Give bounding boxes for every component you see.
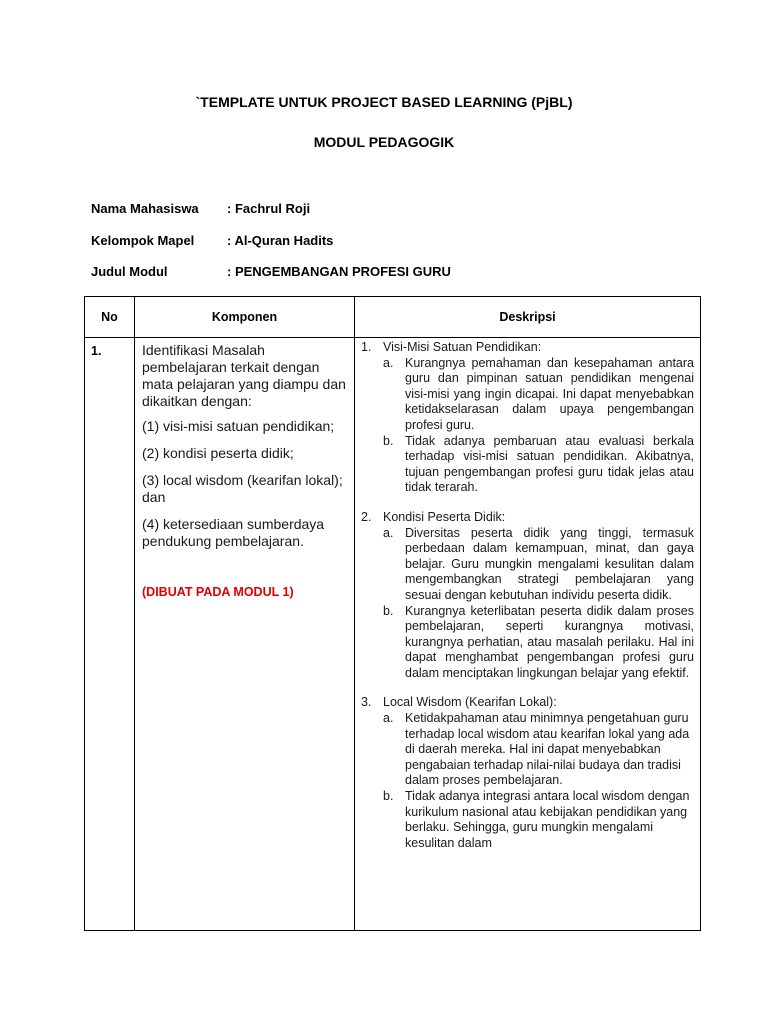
section-heading: Visi-Misi Satuan Pendidikan: [383, 340, 542, 354]
item-text: Kurangnya keterlibatan peserta didik dalam proses pembelajaran, seperti kurangnya motivasi, kurangnya perhatian, atau masalah perilaku. Hal ini dapat menghambat pengembangan profesi guru dalam menciptakan lingkungan belajar yang efektif. [405, 603, 694, 680]
info-row-kelompok [91, 233, 333, 248]
deskripsi-section [361, 695, 694, 851]
deskripsi-section [361, 510, 694, 682]
item-text: Diversitas peserta didik yang tinggi, termasuk perbedaan dalam kemampuan, minat, dan gaya belajar. Guru mungkin mengalami kesulitan dalam mengembangkan strategi pembelajaran yang sesuai dengan kebutuhan individu peserta didik. [405, 525, 694, 602]
pjbl-table [84, 296, 701, 931]
item-text: Kurangnya pemahaman dan kesepahaman antara guru dan pimpinan satuan pendidikan mengenai visi-misi yang ingin dicapai. Ini dapat menyebabkan ketidakselarasan dalam upaya pengembangan profesi guru. [405, 355, 694, 432]
deskripsi-cell [355, 338, 701, 931]
item-text: Tidak adanya integrasi antara local wisdom dengan kurikulum nasional atau kebijakan pendidikan yang berlaku. Sehingga, guru mungkin mengalami kesulitan dalam [405, 789, 690, 850]
komponen-point: (2) kondisi peserta didik; [142, 445, 294, 461]
info-value: : PENGEMBANGAN PROFESI GURU [227, 264, 451, 279]
info-value: : Fachrul Roji [227, 201, 311, 216]
item-letter: a. [383, 711, 394, 726]
module-note: (DIBUAT PADA MODUL 1) [142, 585, 294, 599]
section-number: 1. [361, 340, 372, 354]
komponen-point: (3) local wisdom (kearifan lokal); dan [142, 472, 343, 505]
section-heading: Local Wisdom (Kearifan Lokal): [383, 695, 557, 710]
item-letter: b. [383, 603, 394, 618]
section-heading: Kondisi Peserta Didik: [383, 509, 506, 524]
item-letter: a. [383, 355, 394, 370]
item-letter: a. [383, 525, 394, 540]
komponen-point: (1) visi-misi satuan pendidikan; [142, 418, 335, 434]
info-row-judul [91, 264, 451, 279]
header-no: No [85, 297, 135, 338]
info-label: Kelompok Mapel [91, 233, 195, 248]
section-number: 2. [361, 509, 372, 524]
document-title: `TEMPLATE UNTUK PROJECT BASED LEARNING (PjBL) [195, 94, 573, 110]
komponen-point: (4) ketersediaan sumberdaya pendukung pembelajaran. [142, 516, 325, 549]
item-text: Ketidakpahaman atau minimnya pengetahuan guru terhadap local wisdom atau kearifan lokal yang ada di daerah mereka. Hal ini dapat menyebabkan pengabaian terhadap nilai-nilai budaya dan tradisi dalam proses pembelajaran. [405, 711, 690, 788]
header-deskripsi: Deskripsi [355, 297, 701, 338]
info-label: Judul Modul [91, 264, 168, 279]
info-value: : Al-Quran Hadits [227, 233, 334, 248]
document-subtitle: MODUL PEDAGOGIK [313, 134, 455, 150]
info-label: Nama Mahasiswa [91, 201, 199, 216]
row-number: 1. [85, 338, 135, 931]
header-komponen: Komponen [135, 297, 355, 338]
deskripsi-section [361, 340, 694, 496]
komponen-cell [135, 338, 355, 931]
item-letter: b. [383, 789, 394, 804]
komponen-intro: Identifikasi Masalah pembelajaran terkait dengan mata pelajaran yang diampu dan dikaitkan dengan: [142, 342, 346, 409]
info-row-nama [91, 201, 310, 216]
item-text: Tidak adanya pembaruan atau evaluasi berkala terhadap visi-misi satuan pendidikan. Akibatnya, tujuan pengembangan profesi guru tidak jelas atau tidak terarah. [405, 433, 694, 495]
section-number: 3. [361, 695, 372, 710]
item-letter: b. [383, 433, 394, 448]
